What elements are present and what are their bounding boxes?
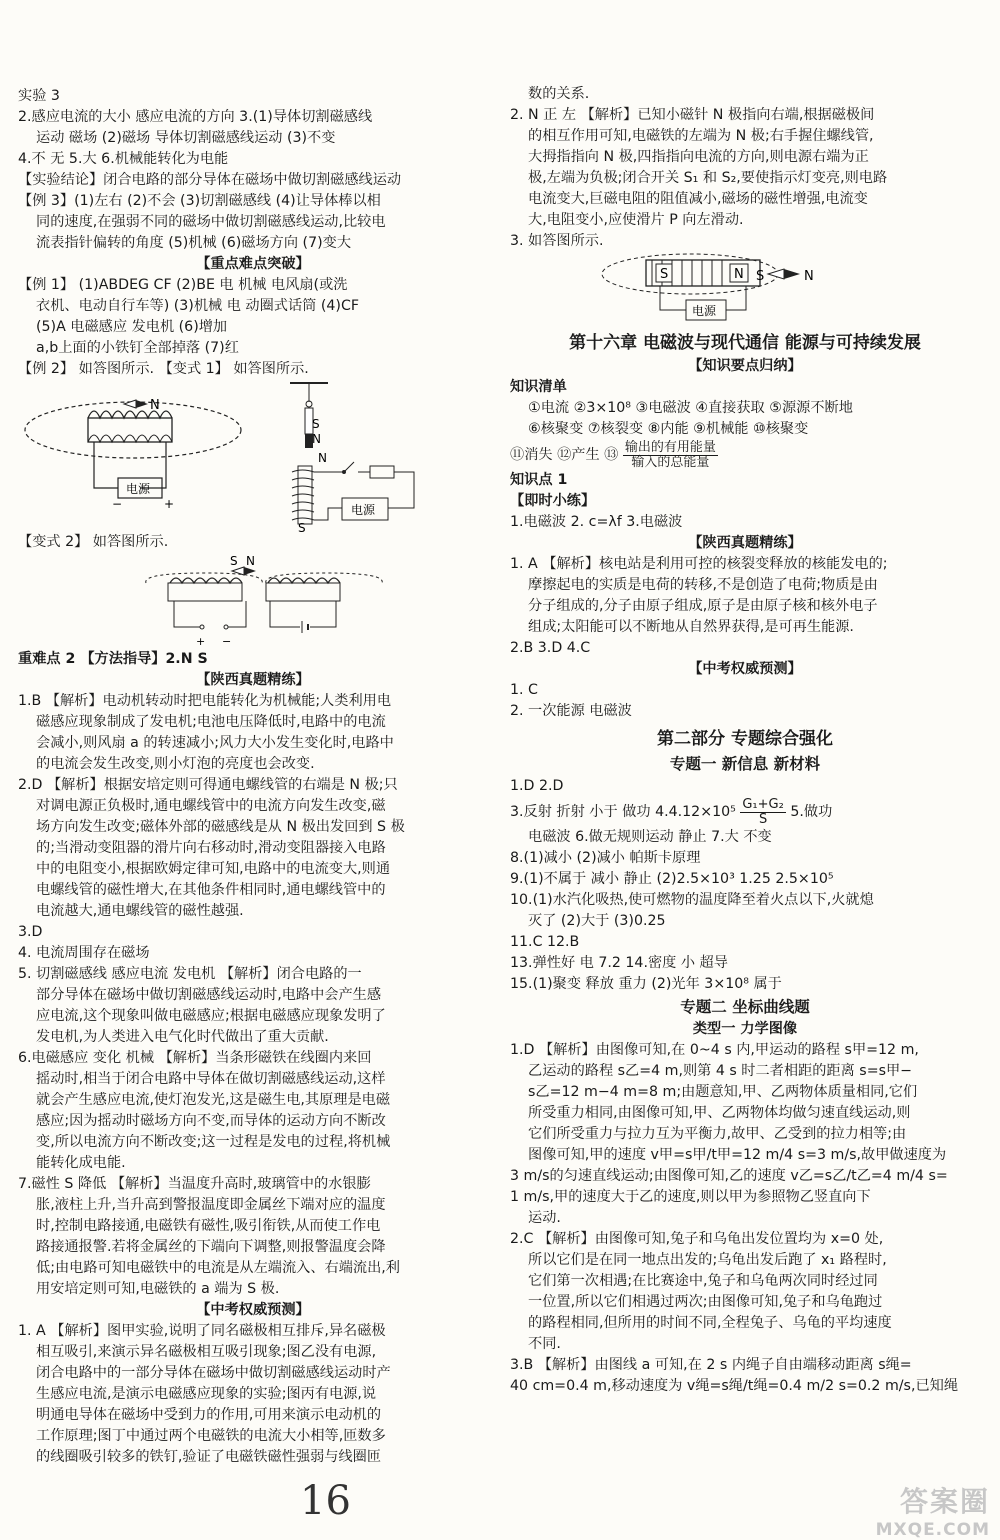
text-line: 明通电导体在磁场中受到力的作用,可用来演示电动机的: [36, 1407, 382, 1423]
text-line: 就会产生感应电流,使灯泡发光,这是磁生电,其原理是电磁: [36, 1092, 391, 1108]
text-line: 13.弹性好 电 7.2 14.密度 小 超导: [510, 955, 728, 971]
fig1-power-label: 电源: [126, 482, 151, 496]
svg-text:−: −: [222, 635, 232, 648]
text-line: 3.B 【解析】由图线 a 可知,在 2 s 内绳子自由端移动距离 s绳=: [510, 1357, 912, 1373]
text-line: 摩擦起电的实质是电荷的转移,不是创造了电荷;物质是由: [528, 577, 878, 593]
text-line: 1.D 2.D: [510, 778, 564, 794]
key2-line: 重难点 2 【方法指导】2.N S: [18, 651, 208, 667]
text-line: 1. A 【解析】核电站是利用可控的核裂变释放的核能发电的;: [510, 556, 888, 572]
text-line: 分子组成的,分子由原子组成,原子是由原子核和核外电子: [528, 598, 878, 614]
text-line: 路接通报警.若将金属丝的下端向下调整,则报警温度会降: [36, 1239, 386, 1255]
text-line: 相互吸引,来演示异名磁极相互吸引现象;图乙没有电源,: [36, 1344, 377, 1360]
text-line: 生感应电流,是演示电磁感应现象的实验;图丙有电源,说: [36, 1386, 377, 1402]
list-title: 知识清单: [510, 379, 567, 395]
text-line: 4.不 无 5.大 6.机械能转化为电能: [18, 151, 229, 167]
forecast-answers: [18, 1321, 488, 1468]
text-line: 所以它们是在同一地点出发的;乌龟出发后跑了 x₁ 路程时,: [528, 1252, 887, 1268]
text-line: 大拇指指向 N 极,四指指向电流的方向,则电源右端为正: [528, 149, 869, 165]
svg-text:−: −: [112, 497, 123, 511]
topic1-title: 专题一 新信息 新材料: [669, 755, 821, 773]
right-column: [510, 84, 980, 1397]
text-line: 2. 一次能源 电磁波: [510, 703, 632, 719]
fig1-n-label: N: [150, 398, 160, 413]
text-line: (5)A 电磁感应 发电机 (6)增加: [36, 319, 228, 335]
text-line: 2.D 【解析】根据安培定则可得通电螺线管的右端是 N 极;只: [18, 777, 398, 793]
text-line: 同的速度,在强弱不同的磁场中做切割磁感线运动,比较电: [36, 214, 386, 230]
text-line: ①电流 ②3×10⁸ ③电磁波 ④直接获取 ⑤源源不断地: [528, 400, 853, 416]
text-line: 对调电源正负极时,通电螺线管中的电流方向发生改变,磁: [36, 798, 386, 814]
text-line: 用安培定则可知,电磁铁的 a 端为 S 极.: [36, 1281, 280, 1297]
figure-answer3: [510, 252, 980, 330]
text-line: 数的关系.: [528, 86, 590, 102]
text-line: 5. 切割磁感线 感应电流 发电机 【解析】闭合电路的一: [18, 966, 362, 982]
heading-summary: 【知识要点归纳】: [688, 358, 802, 374]
text-line: 电磁波 6.做无规则运动 静止 7.大 不变: [528, 829, 772, 845]
example2-line: 【例 2】 如答图所示. 【变式 1】 如答图所示.: [18, 361, 309, 377]
text-line: 所受重力相同,由图像可知,甲、乙两物体均做匀速直线运动,则: [528, 1105, 911, 1121]
text-line: 部分导体在磁场中做切割磁感线运动时,电路中会产生感: [36, 987, 382, 1003]
electromagnet-diagrams: [18, 380, 488, 532]
text-line: 2.C 【解析】由图像可知,兔子和乌龟出发位置均为 x=0 处,: [510, 1231, 884, 1247]
text-line: 它们第一次相遇;在比赛途中,兔子和乌龟两次同时经过同: [528, 1273, 878, 1289]
heading-breakthrough: 【重点难点突破】: [196, 256, 310, 272]
text-line: 实验 3: [18, 88, 60, 104]
svg-text:N: N: [804, 269, 814, 284]
svg-text:+: +: [196, 635, 206, 648]
text-line: 工作原理;图丁中通过两个电磁铁的电流大小相等,匝数多: [36, 1428, 386, 1444]
svg-text:+: +: [164, 497, 175, 511]
text-line: 衣机、电动自行车等) (3)机械 电 动圈式话筒 (4)CF: [36, 298, 360, 314]
text-line: 的线圈吸引较多的铁钉,验证了电磁铁磁性强弱与线圈匝: [36, 1449, 382, 1465]
text-line: 场方向发生改变;磁体外部的磁感线是从 N 极出发回到 S 极: [36, 819, 405, 835]
shaanxi-answers: [18, 691, 488, 1300]
text-line: 电螺线管的磁性增大,在其他条件相同时,通电螺线管中的: [36, 882, 386, 898]
text-line: 会减小,则风扇 a 的转速减小;风力大小发生变化时,电路中: [36, 735, 394, 751]
text-line: 8.(1)减小 (2)减小 帕斯卡原理: [510, 850, 701, 866]
text-line: 磁感应现象制成了发电机;电池电压降低时,电路中的电流: [36, 714, 386, 730]
text-line: 的相互作用可知,电磁铁的左端为 N 极;右手握住螺线管,: [528, 128, 874, 144]
topic2-title: 专题二 坐标曲线题: [680, 998, 810, 1016]
text-line: 15.(1)聚变 释放 重力 (2)光年 3×10⁸ 属于: [510, 976, 782, 992]
text-line: 11.C 12.B: [510, 934, 580, 950]
text-line: 4. 电流周围存在磁场: [18, 945, 150, 961]
text-line: 大,电阻变小,应使滑片 P 向左滑动.: [528, 212, 744, 228]
heading-shaanxi2: 【陕西真题精练】: [688, 535, 802, 551]
knowledge-list: [510, 398, 980, 440]
text-line: 时,控制电路接通,电磁铁有磁性,吸引衔铁,从而使工作电: [36, 1218, 381, 1234]
svg-text:N: N: [318, 451, 327, 465]
svg-text:N: N: [312, 432, 321, 446]
figure-example2-variant1: [18, 380, 488, 532]
text-line: 闭合电路中的一部分导体在磁场中做切割磁感线运动时产: [36, 1365, 391, 1381]
text-line: 10.(1)水汽化吸热,使可燃物的温度降至着火点以下,火就熄: [510, 892, 874, 908]
figure-variant2: [18, 553, 488, 649]
text-line: 电流变大,巨磁电阻的阻值减小,磁场的磁性增强,电流变: [528, 191, 868, 207]
text-line: 应电流,这个现象叫做电磁感应;根据电磁感应现象发明了: [36, 1008, 386, 1024]
text-line: 变,所以电流方向不断改变;这一过程是发电的过程,将机械: [36, 1134, 391, 1150]
efficiency-fraction: $\frac{\text{输出的有用能量}}{\text{输入的总能量}}$: [624, 440, 716, 470]
text-line: 9.(1)不属于 减小 静止 (2)2.5×10³ 1.25 2.5×10⁵: [510, 871, 834, 887]
variant2-line: 【变式 2】 如答图所示.: [18, 534, 169, 550]
solenoid-needle-diagram: [510, 252, 980, 330]
text-line: 的电流会发生改变,则小灯泡的亮度也会改变.: [36, 756, 315, 772]
practice-line: 1.电磁波 2. c=λf 3.电磁波: [510, 514, 683, 530]
text-line: 3.D: [18, 924, 43, 940]
type1-title: 类型一 力学图像: [692, 1021, 798, 1037]
text-line: 不同.: [528, 1336, 561, 1352]
text-line: 【例 3】(1)左右 (2)不会 (3)切割磁感线 (4)让导体棒以相: [18, 193, 381, 209]
intro-lines: [18, 86, 488, 254]
heading-forecast: 【中考权威预测】: [196, 1302, 310, 1318]
text-line: s乙=12 m−4 m=8 m;由题意知,甲、乙两物体质量相同,它们: [528, 1084, 918, 1100]
text-line: 1 m/s,甲的速度大于乙的速度,则以甲为参照物乙竖直向下: [510, 1189, 871, 1205]
text-line: 2. N 正 左 【解析】已知小磁针 N 极指向右端,根据磁极间: [510, 107, 875, 123]
text-line: 1.D 【解析】由图像可知,在 0~4 s 内,甲运动的路程 s甲=12 m,: [510, 1042, 919, 1058]
svg-text:S: S: [298, 521, 306, 532]
text-line: 图像可知,甲的速度 v甲=s甲/t甲=12 m/4 s=3 m/s,故甲做速度为: [528, 1147, 947, 1163]
svg-text:N: N: [734, 267, 744, 282]
text-line: 6.电磁感应 变化 机械 【解析】当条形磁铁在线圈内来回: [18, 1050, 372, 1066]
topic1-answers: [510, 776, 980, 797]
text-line: ⑥核聚变 ⑦核裂变 ⑧内能 ⑨机械能 ⑩核聚变: [528, 421, 809, 437]
text-line: a,b上面的小铁钉全部掉落 (7)红: [36, 340, 239, 356]
text-line: 【实验结论】闭合电路的部分导体在磁场中做切割磁感线运动: [18, 172, 402, 188]
text-line: 1.B 【解析】电动机转动时把电能转化为机械能;人类利用电: [18, 693, 392, 709]
practice-title: 【即时小练】: [510, 493, 596, 509]
text-line: 的;当滑动变阻器的滑片向右移动时,滑动变阻器接入电路: [36, 840, 386, 856]
fig4-power-label: 电源: [692, 304, 717, 318]
text-line: 灭了 (2)大于 (3)0.25: [528, 913, 666, 929]
example1-lines: [18, 275, 488, 359]
text-line: 流表指针偏转的角度 (5)机械 (6)磁场方向 (7)变大: [36, 235, 352, 251]
chapter16-title: 第十六章 电磁波与现代通信 能源与可持续发展: [569, 333, 921, 353]
text-line: 【例 1】 (1)ABDEG CF (2)BE 电 机械 电风扇(或洗: [18, 277, 348, 293]
continued-answers: [510, 84, 980, 252]
kp1-title: 知识点 1: [510, 472, 568, 488]
topic1-more: [510, 827, 980, 995]
text-line: 7.磁性 S 降低 【解析】当温度升高时,玻璃管中的水银膨: [18, 1176, 371, 1192]
text-line: 2.B 3.D 4.C: [510, 640, 591, 656]
list-last-line: ⑪消失 ⑫产生 ⑬ $\frac{\text{输出的有用能量}}{\text{输入的总能量}}$: [510, 440, 716, 470]
text-line: 它们所受重力与拉力互为平衡力,故甲、乙受到的拉力相等;由: [528, 1126, 907, 1142]
heading-forecast2: 【中考权威预测】: [688, 661, 802, 677]
part2-title: 第二部分 专题综合强化: [657, 729, 833, 749]
fig2-power-label: 电源: [351, 503, 376, 517]
text-line: 40 cm=0.4 m,移动速度为 v绳=s绳/t绳=0.4 m/2 s=0.2 m/s,已知绳: [510, 1378, 959, 1394]
compass-needle-icon: [124, 400, 148, 408]
left-column: [18, 86, 488, 1468]
svg-text:S: S: [756, 269, 765, 284]
text-line: 极,左端为负极;闭合开关 S₁ 和 S₂,要使指示灯变亮,则电路: [528, 170, 888, 186]
text-line: 感应;因为摇动时磁场方向不变,而导体的运动方向不断改: [36, 1113, 386, 1129]
text-line: 胀,液柱上升,当升高到警报温度即金属丝下端对应的温度: [36, 1197, 386, 1213]
text-line: 3. 如答图所示.: [510, 233, 604, 249]
text-line: 发电机,为人类进入电气化时代做出了重大贡献.: [36, 1029, 329, 1045]
text-line: 1. A 【解析】图甲实验,说明了同名磁极相互排斥,异名磁极: [18, 1323, 386, 1339]
text-line: 摇动时,相当于闭合电路中导体在做切割磁感线运动,这样: [36, 1071, 386, 1087]
text-line: 运动 磁场 (2)磁场 导体切割磁感线运动 (3)不变: [36, 130, 336, 146]
heading-shaanxi: 【陕西真题精练】: [196, 672, 310, 688]
page-number: 16: [300, 1478, 351, 1524]
topic2-answers: [510, 1040, 980, 1397]
text-line: 2.感应电流的大小 感应电流的方向 3.(1)导体切割磁感线: [18, 109, 373, 125]
text-line: 中的电阻变小,根据欧姆定律可知,电路中的电流变大,则通: [36, 861, 391, 877]
text-line: 组成;太阳能可以不断地从自然界获得,是可再生能源.: [528, 619, 854, 635]
text-line: 运动.: [528, 1210, 561, 1226]
pressure-fraction: $\frac{\text{G₁+G₂}}{S}$: [742, 797, 784, 827]
text-line: 3 m/s的匀速直线运动;由图像可知,乙的速度 v乙=s乙/t乙=4 m/4 s=: [510, 1168, 948, 1184]
svg-text:N: N: [246, 554, 255, 568]
text-line: 的路程相同,但所用的时间不同,全程兔子、乌龟的平均速度: [528, 1315, 892, 1331]
forecast2-answers: [510, 680, 980, 722]
shaanxi2-answers: [510, 554, 980, 659]
text-line: 一位置,所以它们相遇过两次;由图像可知,兔子和乌龟跑过: [528, 1294, 883, 1310]
svg-text:S: S: [312, 417, 320, 431]
watermark: 答案圈 MXQE.COM: [875, 1485, 990, 1540]
text-line: 乙运动的路程 s乙=4 m,则第 4 s 时二者相距的距离 s=s甲−: [528, 1063, 913, 1079]
text-line: 电流越大,通电螺线管的磁性越强.: [36, 903, 244, 919]
text-line: 低;由电路可知电磁铁中的电流是从左端流入、右端流出,利: [36, 1260, 400, 1276]
two-solenoids-diagram: [18, 553, 488, 649]
text-line: 能转化成电能.: [36, 1155, 126, 1171]
svg-text:S: S: [230, 554, 238, 568]
topic1-line3: 3.反射 折射 小于 做功 4.4.12×10⁵ $\frac{\text{G₁+G₂}}{S}$ 5.做功: [510, 797, 833, 827]
svg-text:S: S: [660, 267, 669, 282]
text-line: 1. C: [510, 682, 538, 698]
